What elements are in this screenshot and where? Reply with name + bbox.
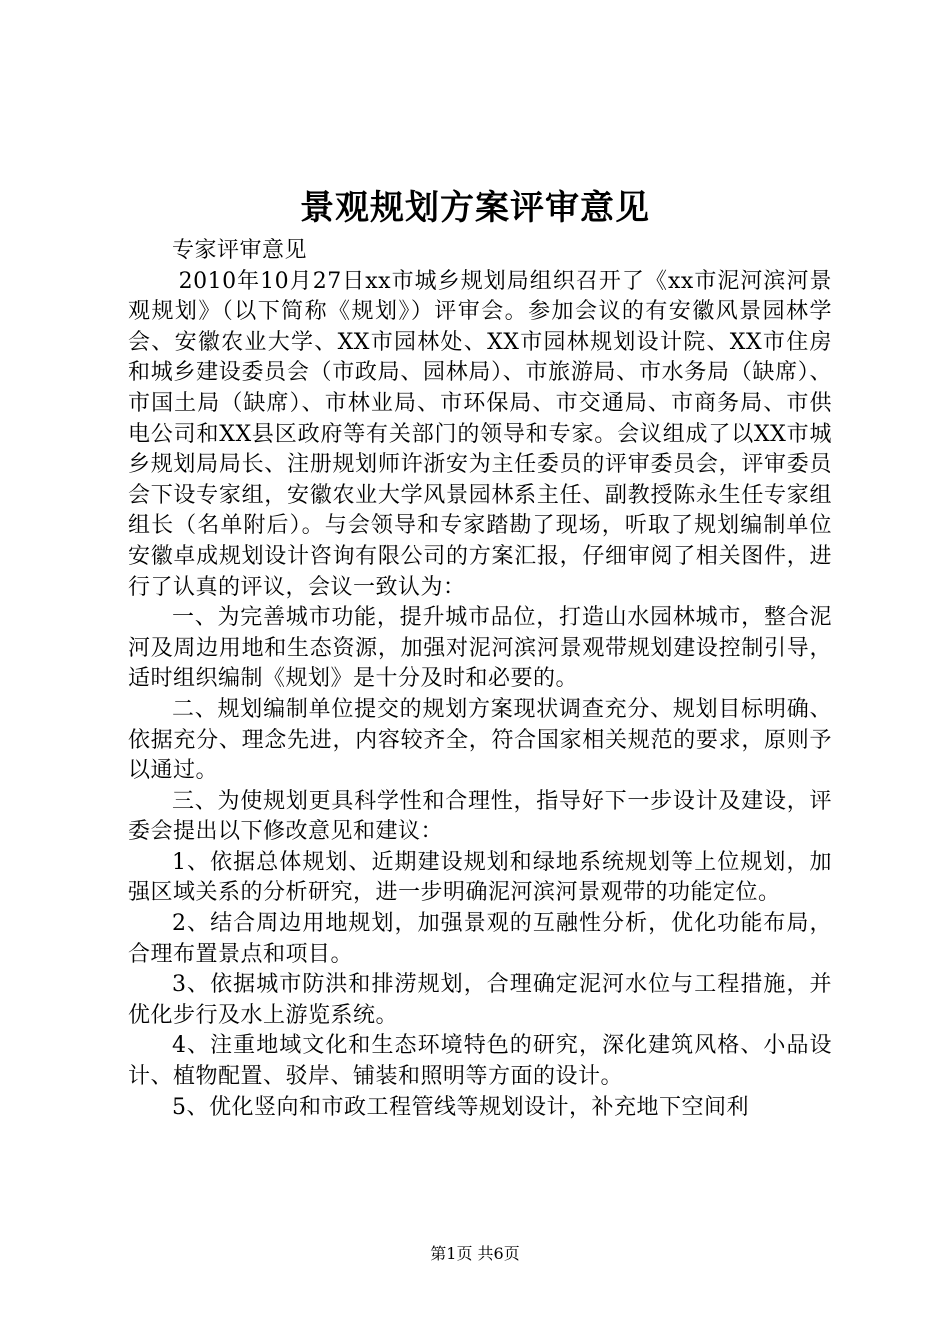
paragraph-point-2: 二、规划编制单位提交的规划方案现状调查充分、规划目标明确、依据充分、理念先进，内容较齐全，符合国家相关规范的要求，原则予以通过。 [128,696,832,784]
paragraph-heading: 专家评审意见 [172,238,308,263]
page-number-footer: 第1页 共6页 [430,1244,520,1263]
paragraph-item-3: 3、依据城市防洪和排涝规划，合理确定泥河水位与工程措施，并优化步行及水上游览系统。 [128,972,832,1028]
paragraph-item-1: 1、依据总体规划、近期建设规划和绿地系统规划等上位规划，加强区域关系的分析研究，进一步明确泥河滨河景观带的功能定位。 [128,849,832,906]
paragraph-item-5: 5、优化竖向和市政工程管线等规划设计，补充地下空间利 [172,1094,749,1120]
paragraph-item-2: 2、结合周边用地规划，加强景观的互融性分析，优化功能布局，合理布置景点和项目。 [128,911,832,967]
paragraph-point-3: 三、为使规划更具科学性和合理性，指导好下一步设计及建设，评委会提出以下修改意见和建议： [128,788,832,845]
document-body [128,236,832,1123]
paragraph-item-4: 4、注重地域文化和生态环境特色的研究，深化建筑风格、小品设计、植物配置、驳岸、铺装和照明等方面的设计。 [128,1033,832,1090]
paragraph-point-1: 一、为完善城市功能，提升城市品位，打造山水园林城市，整合泥河及周边用地和生态资源，加强对泥河滨河景观带规划建设控制引导，适时组织编制《规划》是十分及时和必要的。 [128,605,832,692]
paragraph-intro: 2010年10月27日xx市城乡规划局组织召开了《xx市泥河滨河景观规划》（以下简称《规划》）评审会。参加会议的有安徽风景园林学会、安徽农业大学、XX市园林处、XX市园林规划设计院、XX市住房和城乡建设委员会（市政局、园林局）、市旅游局、市水务局（缺席）、市国土局（缺席）、市林业局、市环保局、市交通局、市商务局、市供电公司和XX县区政府等有关部门的领导和专家。会议组成了以XX市城乡规划局局长、注册规划师许浙安为主任委员的评审委员会，评审委员会下设专家组，安徽农业大学风景园林系主任、副教授陈永生任专家组组长（名单附后）。与会领导和专家踏勘了现场，听取了规划编制单位安徽卓成规划设计咨询有限公司的方案汇报，仔细审阅了相关图件，进行了认真的评议，会议一致认为： [128,268,832,600]
document-title: 景观规划方案评审意见 [300,188,650,228]
